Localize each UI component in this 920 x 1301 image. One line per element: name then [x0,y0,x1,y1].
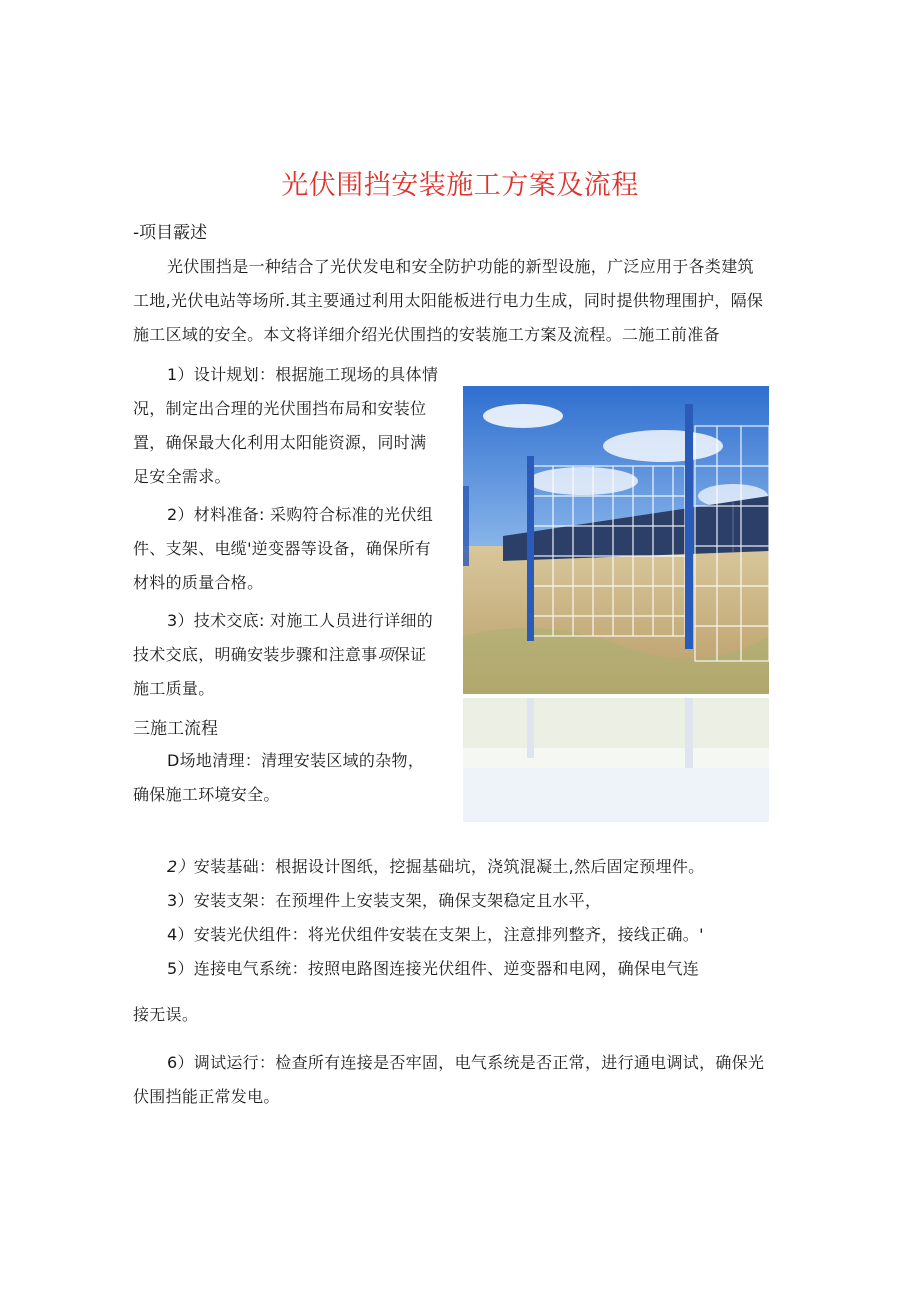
intro-line: 工地,光伏电站等场所.其主要通过利用太阳能板进行电力生成，同时提供物理围护，隔保 [133,291,764,310]
intro-line: 施工区域的安全。本文将详细介绍光伏围挡的安装施工方案及流程。二施工前准备 [133,325,720,344]
photo-reflection [463,698,769,822]
flow-item-commissioning-cont: 伏围挡能正常发电。 [133,1087,280,1106]
document-title: 光伏围挡安装施工方案及流程 [281,170,639,201]
flow-item-continuation: 接无误。 [133,1005,199,1024]
reflection-image [463,698,769,822]
section-heading-process: 三施工流程 [133,719,218,739]
flow-list [133,850,791,1114]
prep-items [133,358,453,706]
prep-item-materials: 2）材料准备: 采购符合标准的光伏组 件、支架、电缆'逆变器等设备，确保所有 材料的质量合格。 [133,505,434,592]
section-heading-overview: -项目霰述 [133,223,208,243]
flow-item-site-clearing: D场地清理：清理安装区域的杂物， 确保施工环境安全。 [133,751,425,804]
intro-line: 光伏围挡是一种结合了光伏发电和安全防护功能的新型设施，广泛应用于各类建筑 [167,257,754,276]
pv-fence-photo [463,386,769,694]
flow-item: 3）安装支架：在预埋件上安装支架，确保支架稳定且水平， [167,891,602,910]
intro-paragraph [133,250,791,352]
pv-fence-image [463,386,769,694]
flow-item-commissioning: 6）调试运行：检查所有连接是否牢固，电气系统是否正常，进行通电调试，确保光 [167,1053,765,1072]
prep-item-design: 1）设计规划：根据施工现场的具体情 况，制定出合理的光伏围挡布局和安装位 置，确保最大化利用太阳能资源，同时满 足安全需求。 [133,365,439,486]
flow-item: 4）安装光伏组件：将光伏组件安装在支架上，注意排列整齐，接线正确。' [167,925,704,944]
flow-item: 2）安装基础：根据设计图纸，挖掘基础坑，浇筑混凝土,然后固定预埋件。 [167,857,705,876]
flow-item: 5）连接电气系统：按照电路图连接光伏组件、逆变器和电网，确保电气连 [167,959,700,978]
prep-item-tech-briefing: 3）技术交底: 对施工人员进行详细的 技术交底，明确安装步骤和注意事项保证 施工质量。 [133,611,434,698]
